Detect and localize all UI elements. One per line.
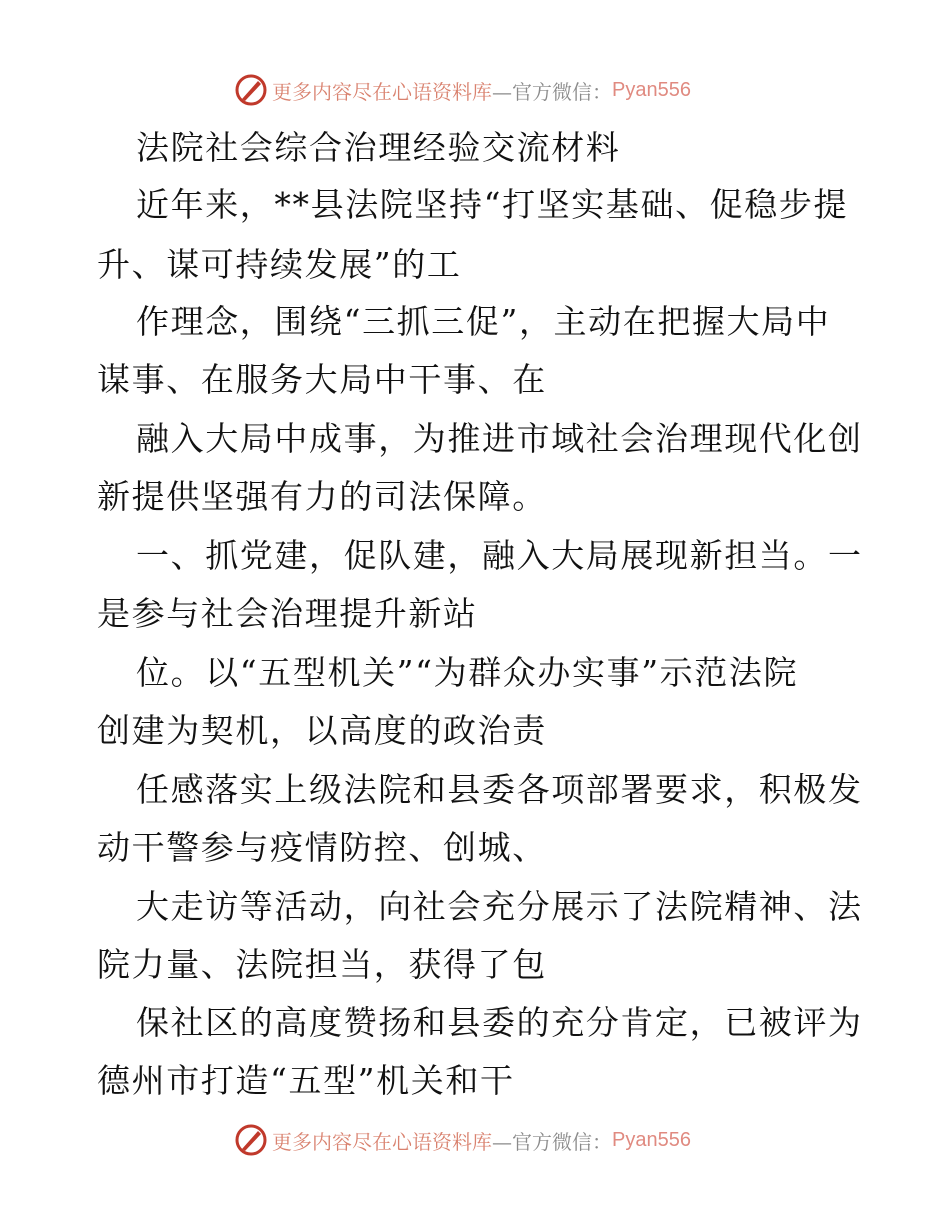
text-line: 作理念，围绕“三抓三促”，主动在把握大局中 <box>136 302 831 341</box>
pen-logo-icon <box>234 1123 268 1157</box>
watermark-sep: —官方微信： <box>492 1129 612 1154</box>
pen-logo-icon <box>234 73 268 107</box>
text-line: 是参与社会治理提升新站 <box>97 594 478 633</box>
text-line: 谋事、在服务大局中干事、在 <box>97 360 547 399</box>
watermark-site: 更多内容尽在心语资料库 <box>272 79 492 104</box>
watermark-site: 更多内容尽在心语资料库 <box>272 1129 492 1154</box>
text-line: 一、抓党建，促队建，融入大局展现新担当。一 <box>136 536 863 575</box>
watermark-sep: —官方微信： <box>492 79 612 104</box>
text-line: 保社区的高度赞扬和县委的充分肯定，已被评为 <box>136 1003 863 1042</box>
text-line: 大走访等活动，向社会充分展示了法院精神、法 <box>136 887 863 926</box>
text-line: 德州市打造“五型”机关和干 <box>97 1061 515 1100</box>
text-line: 任感落实上级法院和县委各项部署要求，积极发 <box>136 770 863 809</box>
text-line: 动干警参与疫情防控、创城、 <box>97 828 547 867</box>
footer-watermark <box>234 1122 691 1158</box>
watermark-wechat: Pyan556 <box>612 1128 691 1151</box>
text-line: 院力量、法院担当，获得了包 <box>97 945 547 984</box>
text-line: 新提供坚强有力的司法保障。 <box>97 477 547 516</box>
watermark-wechat: Pyan556 <box>612 78 691 101</box>
text-line: 融入大局中成事，为推进市域社会治理现代化创 <box>136 419 863 458</box>
header-watermark <box>234 72 691 108</box>
document-title: 法院社会综合治理经验交流材料 <box>136 128 621 167</box>
text-line: 位。以“五型机关”“为群众办实事”示范法院 <box>136 653 799 692</box>
text-line: 创建为契机，以高度的政治责 <box>97 711 547 750</box>
text-line: 近年来，**县法院坚持“打坚实基础、促稳步提 <box>136 185 849 224</box>
text-line: 升、谋可持续发展”的工 <box>97 245 462 284</box>
